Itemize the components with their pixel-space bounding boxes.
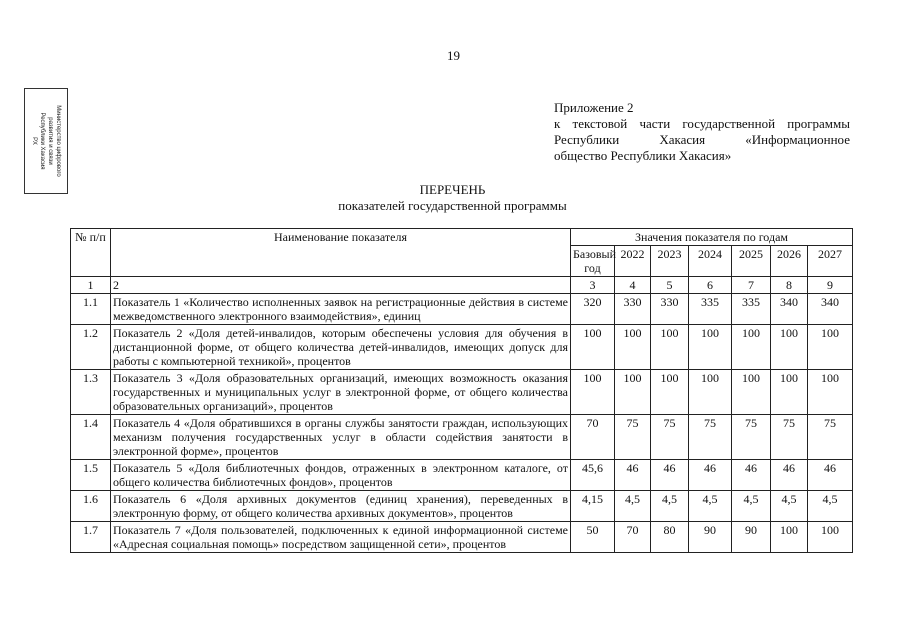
indicator-value: 46 (808, 460, 853, 491)
row-number: 1.7 (71, 522, 111, 553)
index-cell: 4 (615, 277, 651, 294)
indicator-value: 100 (808, 370, 853, 415)
header-year: 2025 (732, 246, 771, 277)
header-name: Наименование показателя (111, 229, 571, 277)
registration-stamp (24, 88, 68, 194)
indicator-value: 100 (689, 370, 732, 415)
header-year: 2027 (808, 246, 853, 277)
indicator-value: 4,5 (651, 491, 689, 522)
index-cell: 3 (571, 277, 615, 294)
document-subtitle: показателей государственной программы (338, 198, 567, 213)
indicator-name: Показатель 1 «Количество исполненных заявок на регистрационные действия в системе межведомственного электронного взаимодействия», единиц (111, 294, 571, 325)
indicator-value: 100 (732, 370, 771, 415)
indicator-value: 100 (615, 325, 651, 370)
indicator-value: 75 (808, 415, 853, 460)
indicator-value: 335 (732, 294, 771, 325)
index-cell: 6 (689, 277, 732, 294)
document-title: ПЕРЕЧЕНЬ (419, 182, 486, 197)
indicator-value: 340 (771, 294, 808, 325)
indicator-value: 100 (615, 370, 651, 415)
appendix-line: Приложение 2 (554, 100, 634, 115)
indicator-value: 100 (571, 370, 615, 415)
stamp-line: развития и связи (47, 117, 53, 165)
indicator-value: 100 (808, 522, 853, 553)
row-number: 1.2 (71, 325, 111, 370)
indicator-value: 100 (732, 325, 771, 370)
page-number: 19 (447, 48, 460, 63)
indicator-value: 75 (689, 415, 732, 460)
row-number: 1.6 (71, 491, 111, 522)
indicator-value: 46 (689, 460, 732, 491)
index-cell: 5 (651, 277, 689, 294)
indicator-value: 46 (615, 460, 651, 491)
indicator-value: 100 (651, 325, 689, 370)
indicator-value: 46 (771, 460, 808, 491)
table-row (71, 294, 853, 325)
indicators-table (70, 228, 853, 553)
indicator-value: 100 (571, 325, 615, 370)
index-cell: 1 (71, 277, 111, 294)
indicator-value: 4,5 (808, 491, 853, 522)
table-header-row (71, 229, 853, 246)
appendix-line: к текстовой части государственной программы (554, 116, 850, 131)
index-cell: 8 (771, 277, 808, 294)
index-cell: 2 (111, 277, 571, 294)
indicator-value: 4,5 (771, 491, 808, 522)
indicator-name: Показатель 6 «Доля архивных документов (единиц хранения), переведенных в электронную форму, от общего количества архивных документов», процентов (111, 491, 571, 522)
indicator-value: 70 (571, 415, 615, 460)
indicator-name: Показатель 4 «Доля обратившихся в органы службы занятости граждан, использующих механизм получения государственных услуг в области содействия занятости в электронной форме», процентов (111, 415, 571, 460)
indicator-value: 4,5 (732, 491, 771, 522)
header-values-group: Значения показателя по годам (571, 229, 853, 246)
table-row (71, 325, 853, 370)
indicator-value: 90 (689, 522, 732, 553)
indicator-value: 75 (732, 415, 771, 460)
row-number: 1.1 (71, 294, 111, 325)
index-row (71, 277, 853, 294)
indicator-value: 50 (571, 522, 615, 553)
header-year: 2022 (615, 246, 651, 277)
table-row (71, 460, 853, 491)
stamp-line: РХ (31, 137, 37, 145)
row-number: 1.3 (71, 370, 111, 415)
indicator-value: 100 (771, 522, 808, 553)
indicator-value: 45,6 (571, 460, 615, 491)
index-cell: 7 (732, 277, 771, 294)
table-row (71, 415, 853, 460)
appendix-line: Республики Хакасия «Информационное (554, 132, 850, 147)
indicator-value: 90 (732, 522, 771, 553)
stamp-line: Министерство цифрового (55, 105, 61, 177)
indicator-name: Показатель 2 «Доля детей-инвалидов, которым обеспечены условия для обучения в дистанционной форме, от общего количества детей-инвалидов, имеющих допуск для работы с компьютерной техникой», процентов (111, 325, 571, 370)
header-year: 2023 (651, 246, 689, 277)
table-row (71, 522, 853, 553)
indicator-value: 100 (771, 370, 808, 415)
header-num: № п/п (71, 229, 111, 277)
indicator-value: 75 (651, 415, 689, 460)
indicator-value: 100 (651, 370, 689, 415)
appendix-heading (554, 100, 850, 164)
header-year: 2026 (771, 246, 808, 277)
row-number: 1.4 (71, 415, 111, 460)
indicator-value: 4,15 (571, 491, 615, 522)
indicator-value: 340 (808, 294, 853, 325)
indicator-value: 4,5 (689, 491, 732, 522)
indicator-value: 100 (808, 325, 853, 370)
indicator-value: 4,5 (615, 491, 651, 522)
indicator-name: Показатель 3 «Доля образовательных организаций, имеющих возможность оказания государственных и муниципальных услуг в электронной форме, от общего количества образовательных организаций», процентов (111, 370, 571, 415)
header-base-year: Базовый год (571, 246, 615, 277)
stamp-line: Республики Хакасия (39, 112, 45, 170)
indicator-value: 70 (615, 522, 651, 553)
indicator-value: 46 (651, 460, 689, 491)
index-cell: 9 (808, 277, 853, 294)
indicator-value: 75 (615, 415, 651, 460)
indicator-value: 80 (651, 522, 689, 553)
indicator-value: 330 (615, 294, 651, 325)
row-number: 1.5 (71, 460, 111, 491)
indicator-value: 100 (771, 325, 808, 370)
indicator-name: Показатель 7 «Доля пользователей, подключенных к единой информационной системе «Адресная социальная помощь» посредством защищенной сети», процентов (111, 522, 571, 553)
indicator-value: 330 (651, 294, 689, 325)
table-row (71, 370, 853, 415)
appendix-line: общество Республики Хакасия» (554, 148, 732, 163)
indicator-value: 46 (732, 460, 771, 491)
header-year: 2024 (689, 246, 732, 277)
indicator-value: 75 (771, 415, 808, 460)
indicator-value: 335 (689, 294, 732, 325)
indicator-value: 320 (571, 294, 615, 325)
table-row (71, 491, 853, 522)
indicator-value: 100 (689, 325, 732, 370)
indicator-name: Показатель 5 «Доля библиотечных фондов, отраженных в электронном каталоге, от общего количества библиотечных фондов», процентов (111, 460, 571, 491)
